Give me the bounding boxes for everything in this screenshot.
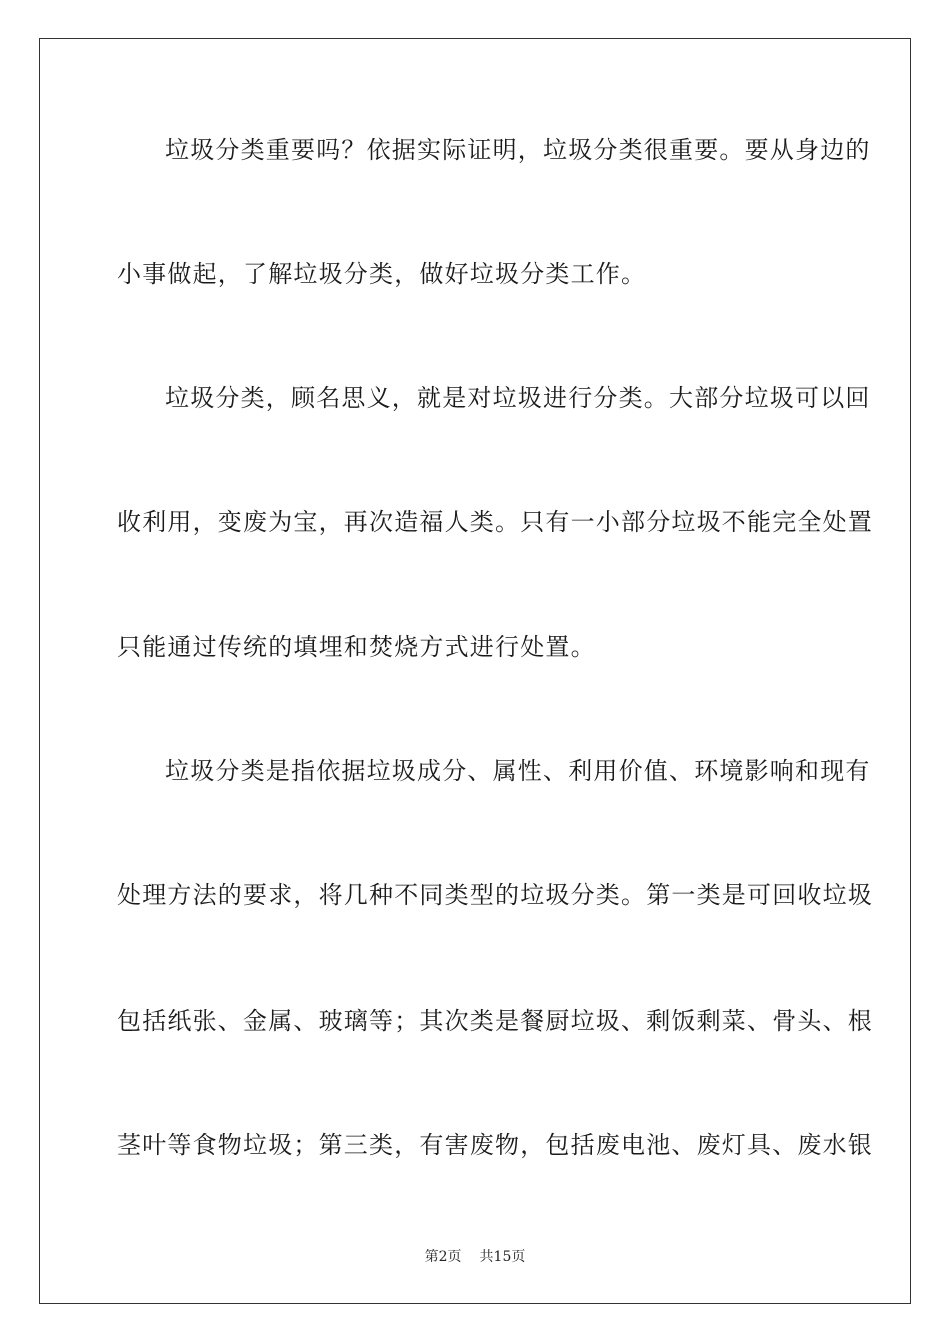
page-number: 第2页	[424, 1249, 462, 1265]
page-border	[39, 38, 911, 1304]
page-footer	[0, 1248, 950, 1266]
paragraph-2-line-3: 只能通过传统的填埋和焚烧方式进行处置。	[117, 633, 596, 661]
paragraph-2-line-1: 垃圾分类，顾名思义，就是对垃圾进行分类。大部分垃圾可以回	[165, 384, 871, 412]
paragraph-1-line-2: 小事做起，了解垃圾分类，做好垃圾分类工作。	[117, 260, 647, 288]
paragraph-3-line-3: 包括纸张、金属、玻璃等；其次类是餐厨垃圾、剩饭剩菜、骨头、根	[117, 1007, 873, 1035]
paragraph-1-line-1: 垃圾分类重要吗？依据实际证明，垃圾分类很重要。要从身边的	[165, 136, 871, 164]
paragraph-3-line-2: 处理方法的要求，将几种不同类型的垃圾分类。第一类是可回收垃圾	[117, 881, 873, 909]
page-total: 共15页	[479, 1249, 526, 1265]
paragraph-3-line-1: 垃圾分类是指依据垃圾成分、属性、利用价值、环境影响和现有	[165, 757, 871, 785]
paragraph-2-line-2: 收利用，变废为宝，再次造福人类。只有一小部分垃圾不能完全处置	[117, 508, 873, 536]
paragraph-3-line-4: 茎叶等食物垃圾；第三类，有害废物，包括废电池、废灯具、废水银	[117, 1131, 873, 1159]
